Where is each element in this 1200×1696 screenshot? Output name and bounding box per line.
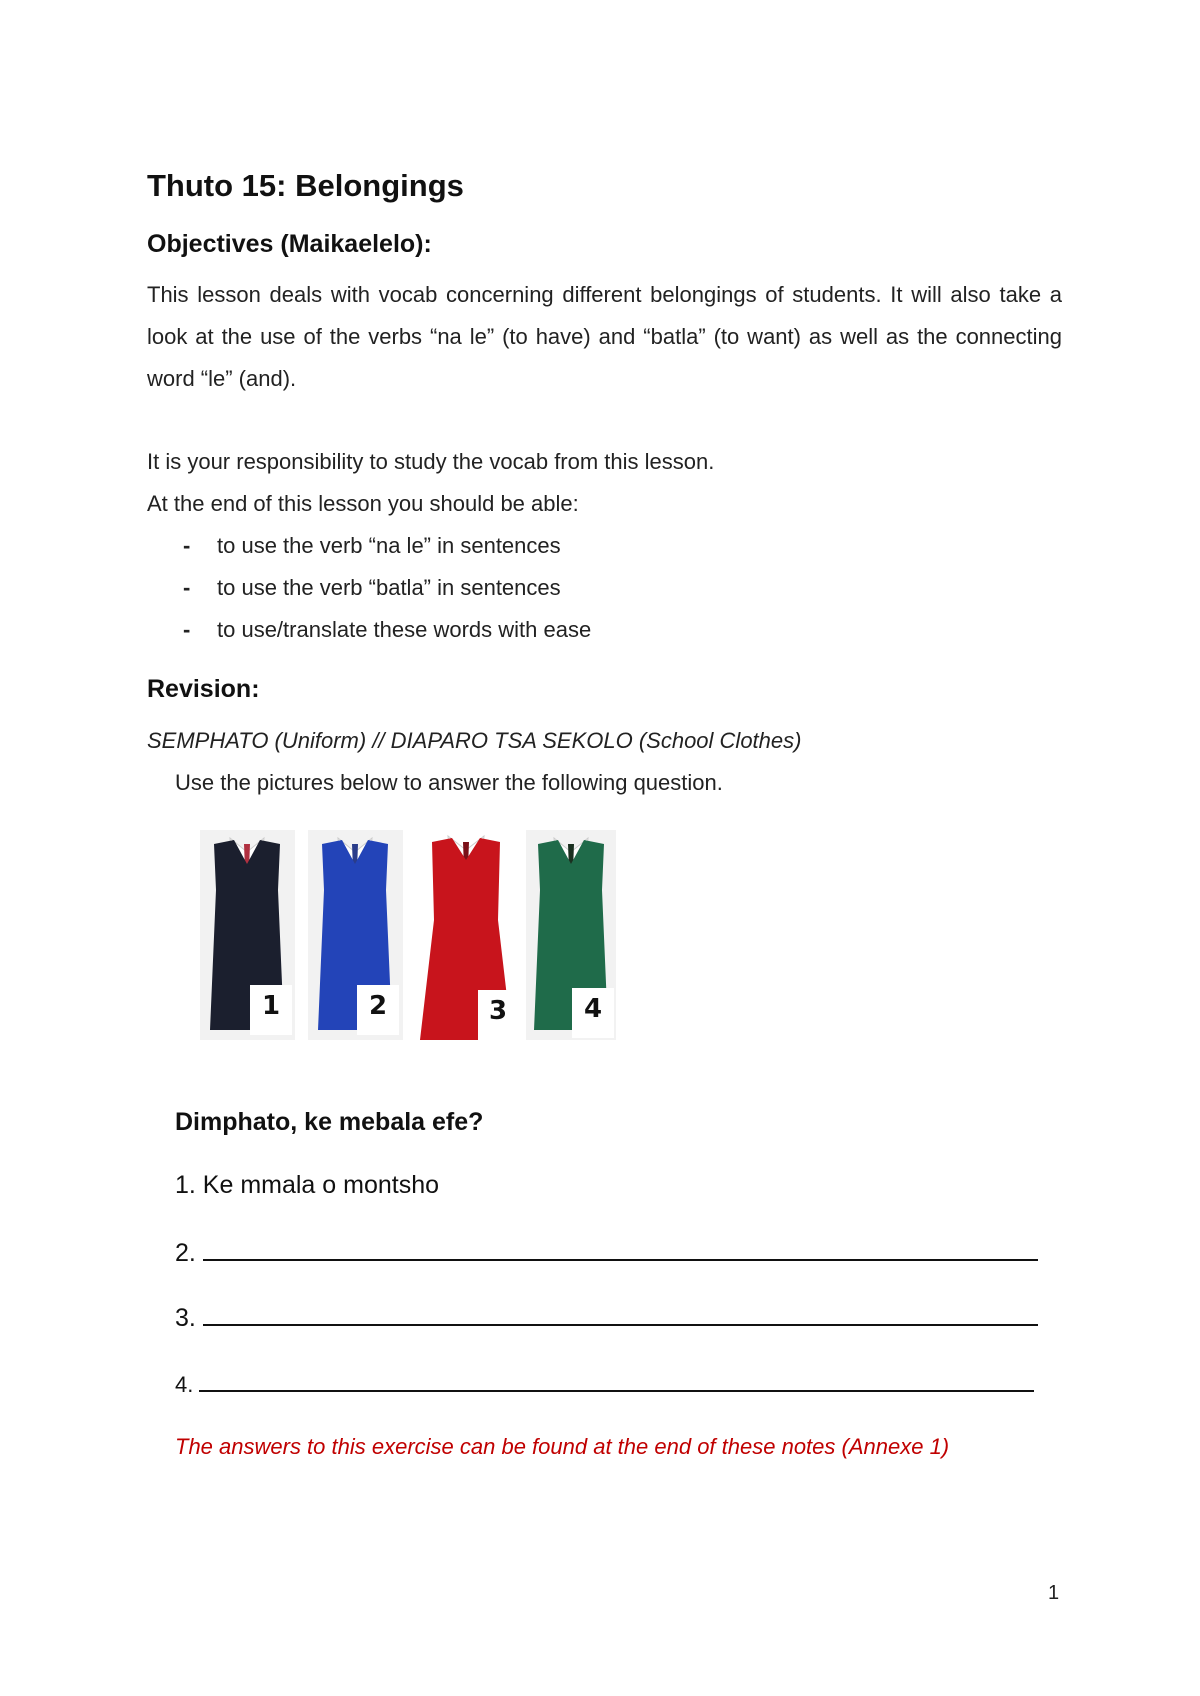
exercise-item-label: 2. [175,1239,196,1267]
bullet-text: to use the verb “batla” in sentences [217,575,561,600]
bullet-dash: - [183,575,191,600]
uniform-number-4: 4 [572,988,614,1038]
exercise-item-label: 3. [175,1304,196,1332]
answer-line-2[interactable] [203,1237,1038,1261]
responsibility-text: It is your responsibility to study the vocab from this lesson. [147,449,715,474]
bullet-text: to use the verb “na le” in sentences [217,533,561,558]
uniform-pictures [200,830,620,1050]
uniform-number-2: 2 [357,985,399,1035]
page-number: 1 [1048,1582,1060,1604]
exercise-item-label: 4. [175,1372,194,1397]
uniform-number-3: 3 [478,990,518,1040]
bullet-item [183,533,561,559]
bullet-dash: - [183,533,191,558]
page-title: Thuto 15: Belongings [147,168,464,203]
bullet-dash: - [183,617,191,642]
answer-line-3[interactable] [203,1302,1038,1326]
exercise-item-3 [175,1302,1038,1333]
exercise-item-1: 1. Ke mmala o montsho [175,1171,440,1199]
objectives-heading: Objectives (Maikaelelo): [147,230,432,258]
exercise-item-2 [175,1237,1038,1268]
revision-instruction: Use the pictures below to answer the following question. [175,770,723,795]
bullet-item [183,617,591,643]
bullet-text: to use/translate these words with ease [217,617,592,642]
revision-heading: Revision: [147,675,260,703]
uniform-number-1: 1 [250,985,292,1035]
objectives-paragraph: This lesson deals with vocab concerning different belongings of students. It will also take a look at the use of the verbs “na le” (to have) and “batla” (to want) as well as the connecting word “le” (and). [147,282,1062,391]
answers-note: The answers to this exercise can be found at the end of these notes (Annexe 1) [175,1434,950,1459]
objectives-intro: At the end of this lesson you should be able: [147,491,579,516]
bullet-item [183,575,561,601]
answer-line-4[interactable] [199,1368,1034,1392]
exercise-item-4 [175,1368,1034,1398]
exercise-question: Dimphato, ke mebala efe? [175,1108,484,1136]
revision-subtitle: SEMPHATO (Uniform) // DIAPARO TSA SEKOLO (School Clothes) [147,728,802,753]
